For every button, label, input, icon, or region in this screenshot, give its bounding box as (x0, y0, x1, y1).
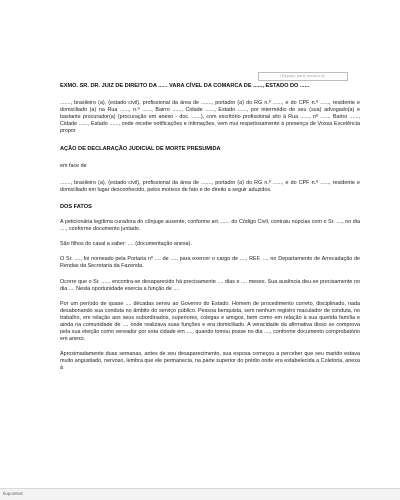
defendant-qualification: ......., brasileiro (a), (estado civil), profissional da área de ......., portador (a) do RG n.º ......, e do CPF n.º ......, residente e domiciliado em lugar desconhecido, pelos motivos de fato e de direito a seguir aduzidos. (60, 179, 360, 193)
status-bar-label: Ilupointed (3, 491, 23, 496)
document-page (60, 45, 360, 465)
protocol-box-label: (Espaço para protocolo) (280, 74, 326, 78)
facts-paragraph: A peticionária legítima curadora do cônjuge ausente, conforme art. ...... do Código Civil, contraiu núpcias com o Sr. ...., no dia ...., conforme documento juntado. (60, 219, 360, 233)
status-bar (0, 488, 400, 500)
facts-paragraph: Aproximadamente duas semanas, antes de seu desaparecimento, sua esposa começou a perceber que seu marido estava muito angustiado, nervoso, lembra que ele permanecia, na parte superior do prédio onde era estabelecida a Coletoria, anexa à (60, 351, 360, 372)
facts-paragraph: Por um período de quase .... décadas serviu ao Governo do Estado. Homem de procedimento correto, disciplinado, nada desabonando sua conduta no âmbito do serviço público. Pessoa benquista, sem nenhum registro maculador de conduta, no trabalho, em relação aos seus subordinados, superiores, colegas e amigos, bem como em relação à sua querida família e ainda na comunidade de .... onde realizava suas funções e era domiciliado. A veracidade da afirmativa disso se comprova pela sua eleição como vereador por esta cidade em ...., quando tomou posse no dia ...., conforme documento comprobatório em anexo. (60, 300, 360, 343)
facts-title: DOS FATOS (60, 203, 92, 210)
action-title: AÇÃO DE DECLARAÇÃO JUDICIAL DE MORTE PRESUMIDA (60, 145, 221, 152)
facts-paragraph: Ocorre que o Sr. ...... encontra-se desaparecido há precisamente .... dias e .... meses. Sua ausência deu-se precisamente no dia .... Nesta oportunidade exercia a função de .... (60, 278, 360, 292)
protocol-box (258, 72, 348, 81)
against-label: em face de (60, 162, 87, 169)
document-content (60, 83, 360, 373)
facts-paragraph: São filhos do casal a saber: .... (documentação anexa). (60, 241, 192, 248)
plaintiff-qualification: ......., brasileiro (a), (estado civil), profissional da área de ......., portador (a) do RG n.º ......, e do CPF n.º ......, residente e domiciliado (a) na Rua ......, n.º ......, Bairro ......, Cidade ......, Estado ......, por intermédio de seu (sua) advogado(a) e bastante procurador(a) (procuração em anexo - doc. ......), com escritório profissional sito à Rua ......, nº ......, Bairro ......, Cidade ......, Estado ......, onde recebe notificações e intimações, vem mui respeitosamente à presença de Vossa Excelência propor (60, 100, 360, 135)
facts-paragraph: O Sr. ...., foi nomeado pela Portaria nº .... de ...., para exercer o cargo de ...., REF. .... no Departamento de Arrecadação de Rendas da Secretaria da Fazenda. (60, 256, 360, 270)
court-header: EXMO. SR. DR. JUIZ DE DIREITO DA ...... VARA CÍVEL DA COMARCA DE ......, ESTADO DO ...... (60, 83, 310, 89)
